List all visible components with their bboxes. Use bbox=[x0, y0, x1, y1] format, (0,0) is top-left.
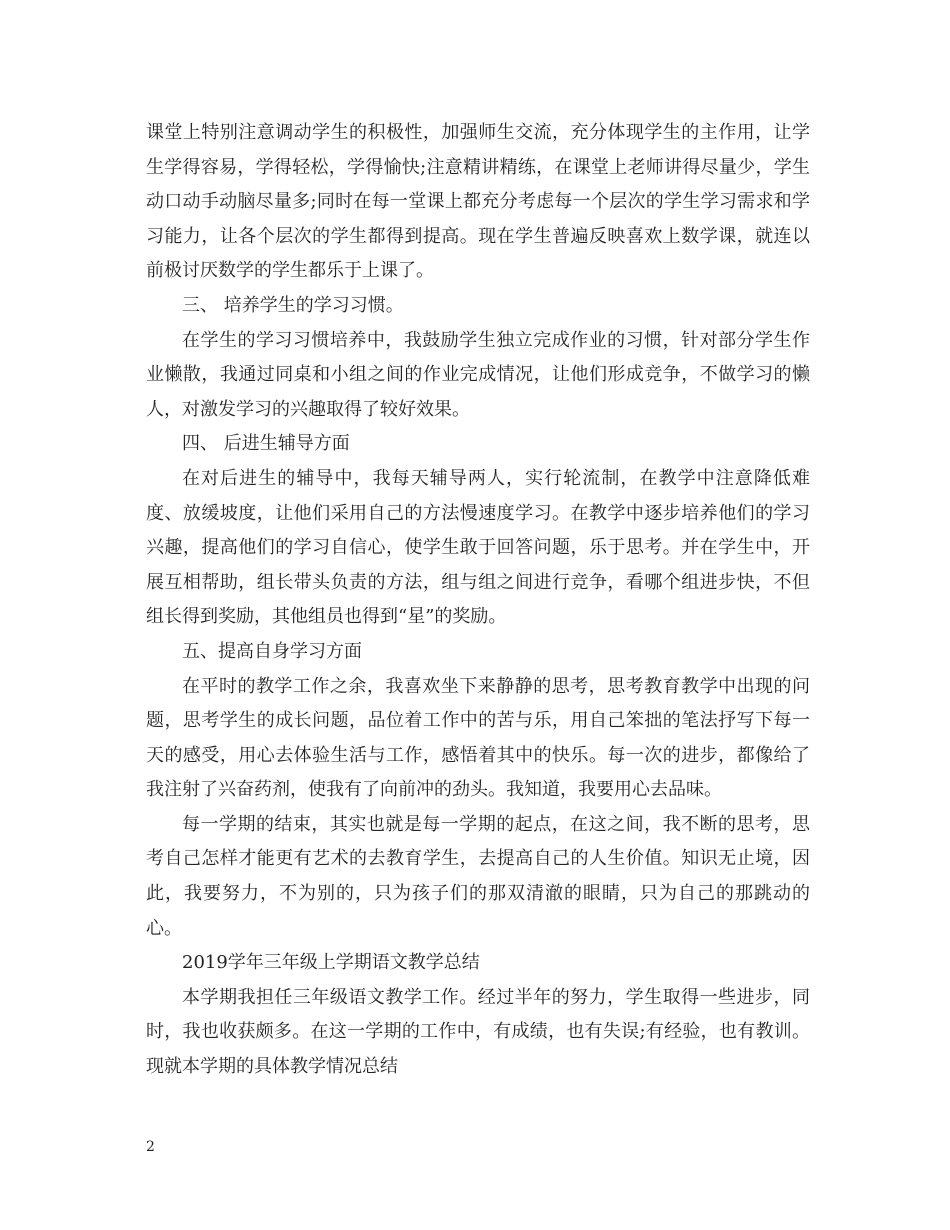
paragraph-5: 每一学期的结束，其实也就是每一学期的起点，在这之间，我不断的思考，思考自己怎样才能更有艺术的去教育学生，去提高自己的人生价值。知识无止境，因此，我要努力，不为别的，只为孩子们的那双清澈的眼睛，只为自己的那跳动的心。 bbox=[146, 813, 810, 939]
paragraph-6: 本学期我担任三年级语文教学工作。经过半年的努力，学生取得一些进步，同时，我也收获颇多。在这一学期的工作中，有成绩，也有失误;有经验，也有教训。现就本学期的具体教学情况总结 bbox=[146, 986, 810, 1078]
paragraph-4: 在平时的教学工作之余，我喜欢坐下来静静的思考，思考教育教学中出现的问题，思考学生的成长问题，品位着工作中的苦与乐，用自己笨拙的笔法抒写下每一天的感受，用心去体验生活与工作，感悟着其中的快乐。每一次的进步，都像给了我注射了兴奋药剂，使我有了向前冲的劲头。我知道，我要用心去品味。 bbox=[146, 675, 810, 801]
section-heading-5: 五、提高自身学习方面 bbox=[182, 640, 362, 662]
section-heading-3: 三、 培养学生的学习习惯。 bbox=[182, 294, 404, 316]
section-heading-4: 四、 后进生辅导方面 bbox=[182, 433, 350, 455]
document-subtitle: 2019学年三年级上学期语文教学总结 bbox=[182, 952, 480, 974]
document-body bbox=[146, 116, 810, 1085]
paragraph-2: 在学生的学习习惯培养中，我鼓励学生独立完成作业的习惯，针对部分学生作业懒散，我通过同桌和小组之间的作业完成情况，让他们形成竞争，不做学习的懒人，对激发学习的兴趣取得了较好效果。 bbox=[146, 329, 810, 420]
paragraph-3: 在对后进生的辅导中，我每天辅导两人，实行轮流制，在教学中注意降低难度、放缓坡度，让他们采用自己的方法慢速度学习。在教学中逐步培养他们的学习兴趣，提高他们的学习自信心，使学生敢于回答问题，乐于思考。并在学生中，开展互相帮助，组长带头负责的方法，组与组之间进行竞争，看哪个组进步快，不但组长得到奖励，其他组员也得到“星”的奖励。 bbox=[146, 467, 810, 628]
page-number: 2 bbox=[146, 1139, 155, 1155]
paragraph-1: 课堂上特别注意调动学生的积极性，加强师生交流，充分体现学生的主作用，让学生学得容易，学得轻松，学得愉快;注意精讲精练，在课堂上老师讲得尽量少，学生动口动手动脑尽量多;同时在每一堂课上都充分考虑每一个层次的学生学习需求和学习能力，让各个层次的学生都得到提高。现在学生普遍反映喜欢上数学课，就连以前极讨厌数学的学生都乐于上课了。 bbox=[146, 122, 810, 282]
